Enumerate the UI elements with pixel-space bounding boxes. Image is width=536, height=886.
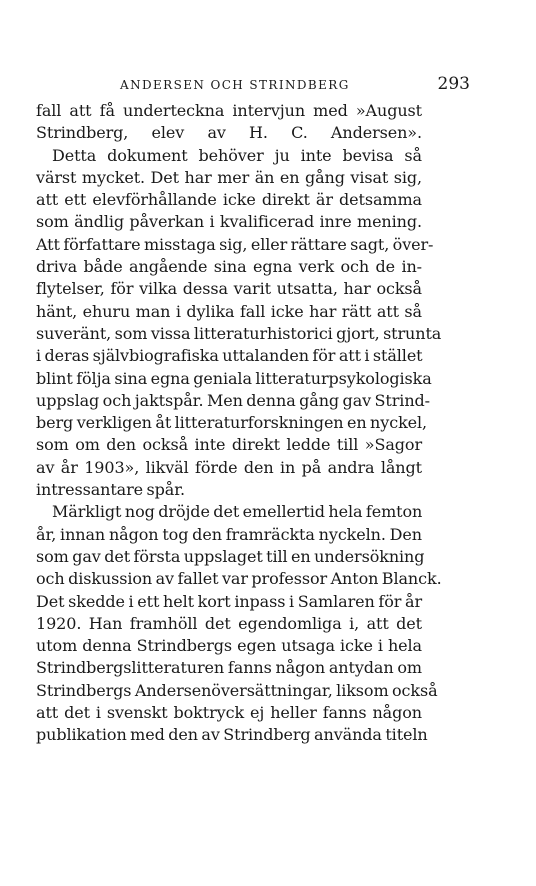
text-line: blint följa sina egna geniala litteraturpsykologiska [36,368,432,388]
text-line: uppslag och jaktspår. Men denna gång gav Strind- [36,390,430,410]
text-line: Strindbergs Andersenöversättningar, liksom också [36,680,438,700]
text-line: och diskussion av fallet var professor Anton Blanck. [36,569,442,589]
running-head [36,76,504,98]
text-line: berg verkligen åt litteraturforskningen en nyckel, [36,413,428,433]
text-line: fall att få underteckna intervjun med »August [36,101,422,120]
text-line: Att författare misstaga sig, eller rättare sagt, över- [36,234,434,254]
text-line: som om den också inte direkt ledde till »Sagor [36,435,422,455]
text-line: som gav det första uppslaget till en undersökning [36,546,425,566]
text-line: i deras självbiografiska uttalanden för att i stället [36,346,423,366]
text-line: intressantare spår. [36,480,185,500]
text-line: hänt, ehuru man i dylika fall icke har rätt att så [36,301,422,321]
text-line: suveränt, som vissa litteraturhistorici gjort, strunta [36,323,442,343]
body-text [36,100,442,747]
page-number: 293 [437,74,470,94]
text-line: 1920. Han framhöll det egendomliga i, att det [36,613,422,633]
text-line: att ett elevförhållande icke direkt är detsamma [36,190,422,210]
text-line: att det i svenskt boktryck ej heller fanns någon [36,703,422,723]
text-line: flytelser, för vilka dessa varit utsatta, har också [36,279,422,299]
text-line: år, innan någon tog den framräckta nyckeln. Den [36,524,422,544]
text-line: av år 1903», likväl förde den in på andra långt [36,457,422,477]
text-line: driva både angående sina egna verk och de in- [36,257,422,277]
text-line: Det skedde i ett helt kort inpass i Samlaren för år [36,591,422,611]
text-line: värst mycket. Det har mer än en gång visat sig, [36,167,422,187]
text-line: Strindberg, elev av H. C. Andersen». [36,123,422,143]
text-line: som ändlig påverkan i kvalificerad inre mening. [36,212,422,232]
text-line: utom denna Strindbergs egen utsaga icke i hela [36,636,422,656]
text-line: Strindbergslitteraturen fanns någon antydan om [36,658,422,678]
text-line: Märkligt nog dröjde det emellertid hela femton [52,502,423,522]
running-title: ANDERSEN OCH STRINDBERG [120,78,350,92]
text-line: Detta dokument behöver ju inte bevisa så [52,145,422,165]
text-line: publikation med den av Strindberg använda titeln [36,725,428,745]
